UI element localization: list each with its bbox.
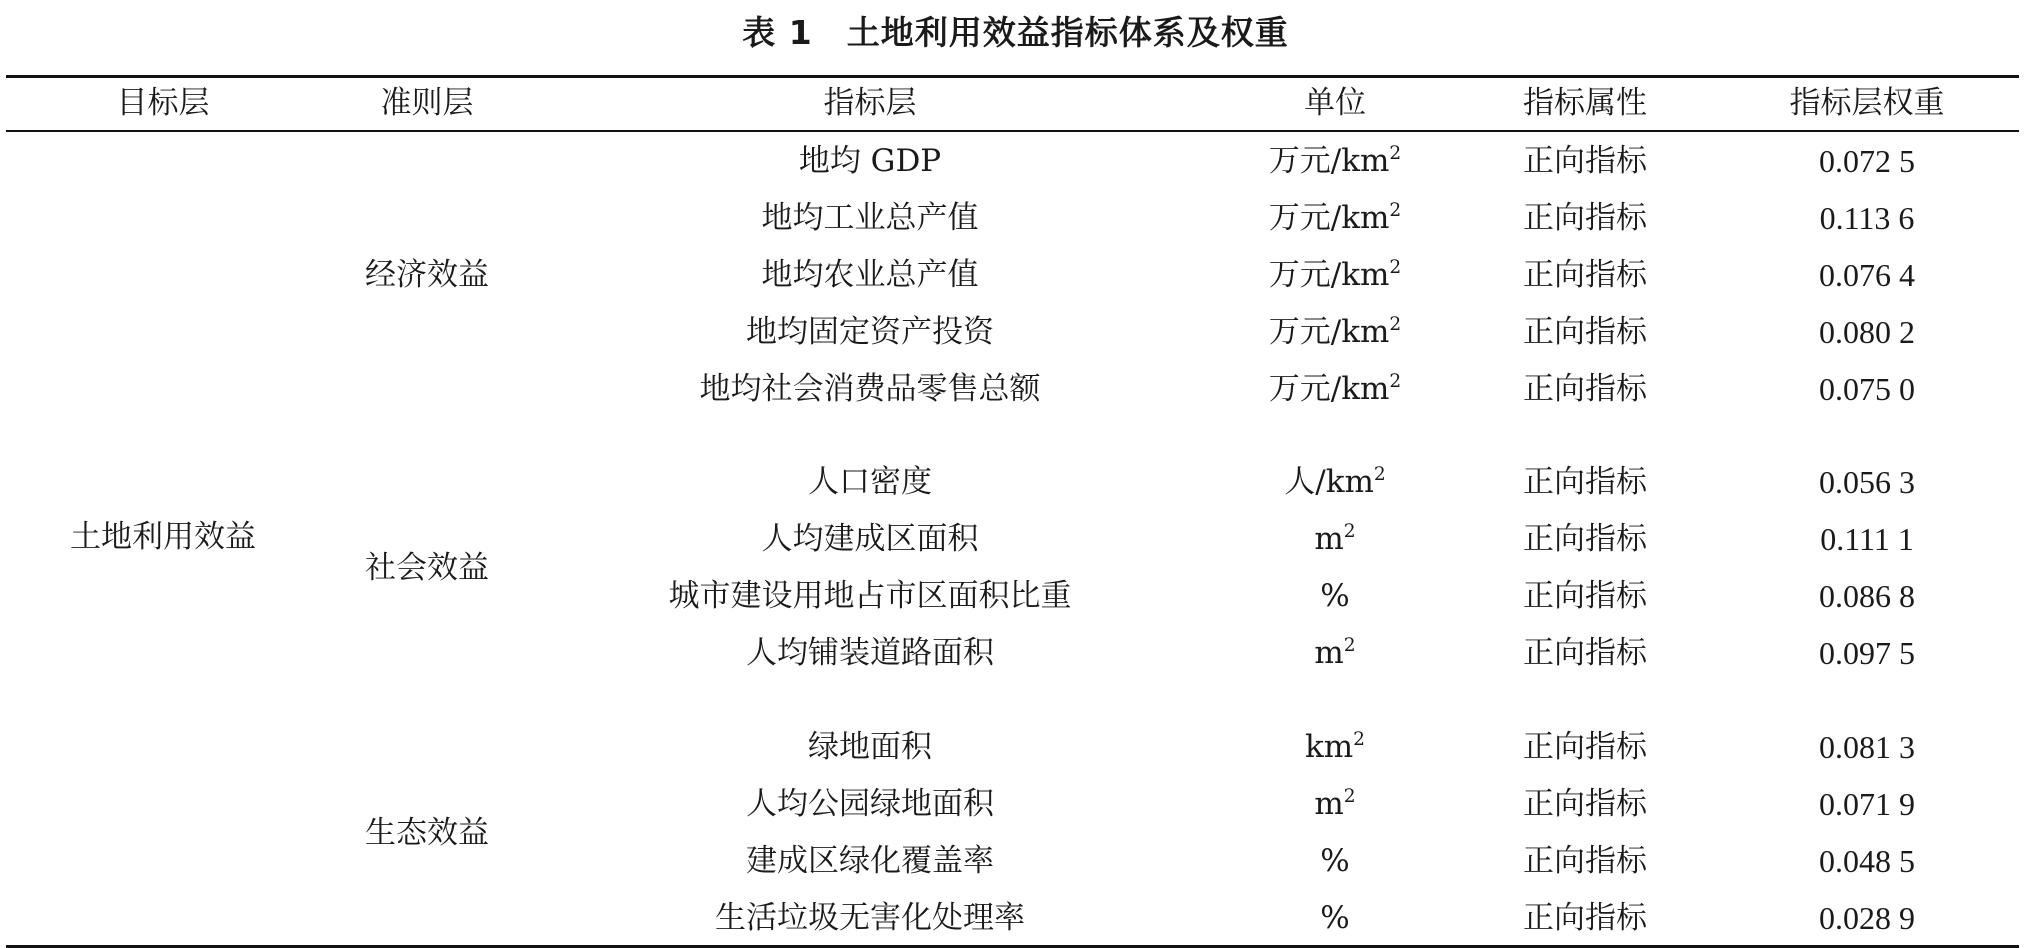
- indicator-attribute: 正向指标: [1523, 257, 1647, 293]
- unit-superscript: 2: [1343, 520, 1356, 542]
- indicator-name: 城市建设用地占市区面积比重: [668, 578, 1072, 614]
- indicator-weight: 0.048 5: [1819, 843, 1915, 879]
- unit-value: [1320, 576, 1349, 616]
- unit-base: %: [1320, 843, 1350, 879]
- unit-base: m: [1314, 521, 1344, 557]
- indicator-weight: 0.076 4: [1819, 257, 1915, 293]
- unit-superscript: 2: [1343, 634, 1356, 656]
- indicator-weight: 0.071 9: [1819, 786, 1915, 822]
- indicator-attribute: 正向指标: [1523, 786, 1647, 822]
- unit-base: 万元/km: [1268, 314, 1390, 350]
- unit-value: [1305, 727, 1365, 767]
- criterion-label: 社会效益: [365, 549, 489, 586]
- unit-base: %: [1320, 578, 1350, 614]
- indicator-attribute: 正向指标: [1523, 578, 1647, 614]
- indicator-name: 建成区绿化覆盖率: [746, 843, 994, 879]
- header-weight: 指标层权重: [1789, 85, 1945, 121]
- table-title: 土地利用效益指标体系及权重: [846, 13, 1289, 52]
- indicator-weight: 0.081 3: [1819, 729, 1915, 765]
- header-attribute: 指标属性: [1523, 85, 1647, 121]
- table-number: 表 1: [742, 13, 813, 52]
- indicator-weight: 0.028 9: [1819, 900, 1915, 936]
- unit-base: 万元/km: [1268, 257, 1390, 293]
- unit-superscript: 2: [1373, 463, 1386, 485]
- indicator-name: 人均建成区面积: [761, 521, 979, 557]
- top-rule: [6, 75, 2019, 78]
- unit-base: %: [1320, 900, 1350, 936]
- unit-superscript: 2: [1389, 256, 1402, 278]
- unit-base: 万元/km: [1268, 200, 1390, 236]
- indicator-attribute: 正向指标: [1523, 200, 1647, 236]
- indicator-weight: 0.075 0: [1819, 371, 1915, 407]
- unit-base: m: [1314, 786, 1344, 822]
- unit-base: km: [1304, 729, 1354, 765]
- unit-base: 人/km: [1284, 464, 1374, 500]
- header-indicator-layer: 指标层: [823, 85, 917, 121]
- unit-superscript: 2: [1389, 142, 1402, 164]
- indicator-attribute: 正向指标: [1523, 729, 1647, 765]
- indicator-attribute: 正向指标: [1523, 900, 1647, 936]
- unit-value: [1269, 141, 1401, 181]
- indicator-weight: 0.072 5: [1819, 143, 1915, 179]
- indicator-name: 绿地面积: [808, 729, 932, 765]
- indicator-name: 地均工业总产值: [761, 200, 979, 236]
- header-target-layer: 目标层: [116, 85, 210, 121]
- unit-superscript: 2: [1389, 313, 1402, 335]
- indicator-attribute: 正向指标: [1523, 143, 1647, 179]
- indicator-attribute: 正向指标: [1523, 635, 1647, 671]
- unit-value: [1284, 462, 1385, 502]
- unit-base: 万元/km: [1268, 143, 1390, 179]
- indicator-name: 地均 GDP: [798, 143, 942, 179]
- unit-superscript: 2: [1343, 785, 1356, 807]
- indicator-weight: 0.056 3: [1819, 464, 1915, 500]
- unit-value: [1320, 898, 1349, 938]
- indicator-attribute: 正向指标: [1523, 371, 1647, 407]
- header-rule: [6, 130, 2019, 132]
- unit-base: 万元/km: [1268, 371, 1390, 407]
- indicator-name: 生活垃圾无害化处理率: [715, 900, 1025, 936]
- unit-value: [1269, 255, 1401, 295]
- indicator-name: 地均固定资产投资: [746, 314, 994, 350]
- unit-base: m: [1314, 635, 1344, 671]
- indicator-name: 地均社会消费品零售总额: [699, 371, 1041, 407]
- unit-value: [1320, 841, 1349, 881]
- unit-value: [1269, 198, 1401, 238]
- indicator-name: 地均农业总产值: [761, 257, 979, 293]
- criterion-label: 经济效益: [365, 257, 489, 293]
- unit-superscript: 2: [1353, 728, 1366, 750]
- indicator-attribute: 正向指标: [1523, 464, 1647, 500]
- indicator-weight: 0.080 2: [1819, 314, 1915, 350]
- unit-value: [1314, 633, 1355, 673]
- unit-value: [1269, 369, 1401, 409]
- unit-superscript: 2: [1389, 370, 1402, 392]
- indicator-attribute: 正向指标: [1523, 843, 1647, 879]
- table-caption: [0, 8, 2031, 58]
- indicator-weight: 0.113 6: [1819, 200, 1915, 236]
- unit-value: [1269, 312, 1401, 352]
- indicator-weight: 0.086 8: [1819, 578, 1915, 614]
- unit-value: [1314, 784, 1355, 824]
- indicator-name: 人均铺装道路面积: [746, 635, 994, 671]
- header-unit: 单位: [1304, 85, 1366, 121]
- unit-superscript: 2: [1389, 199, 1402, 221]
- indicator-weight: 0.111 1: [1820, 521, 1914, 557]
- indicator-attribute: 正向指标: [1523, 521, 1647, 557]
- indicator-name: 人口密度: [808, 464, 932, 500]
- header-criterion-layer: 准则层: [380, 85, 474, 121]
- criterion-label: 生态效益: [365, 814, 489, 851]
- indicator-name: 人均公园绿地面积: [746, 786, 994, 822]
- unit-value: [1314, 519, 1355, 559]
- indicator-attribute: 正向指标: [1523, 314, 1647, 350]
- indicator-weight: 0.097 5: [1819, 635, 1915, 671]
- target-layer-label: 土地利用效益: [70, 519, 256, 555]
